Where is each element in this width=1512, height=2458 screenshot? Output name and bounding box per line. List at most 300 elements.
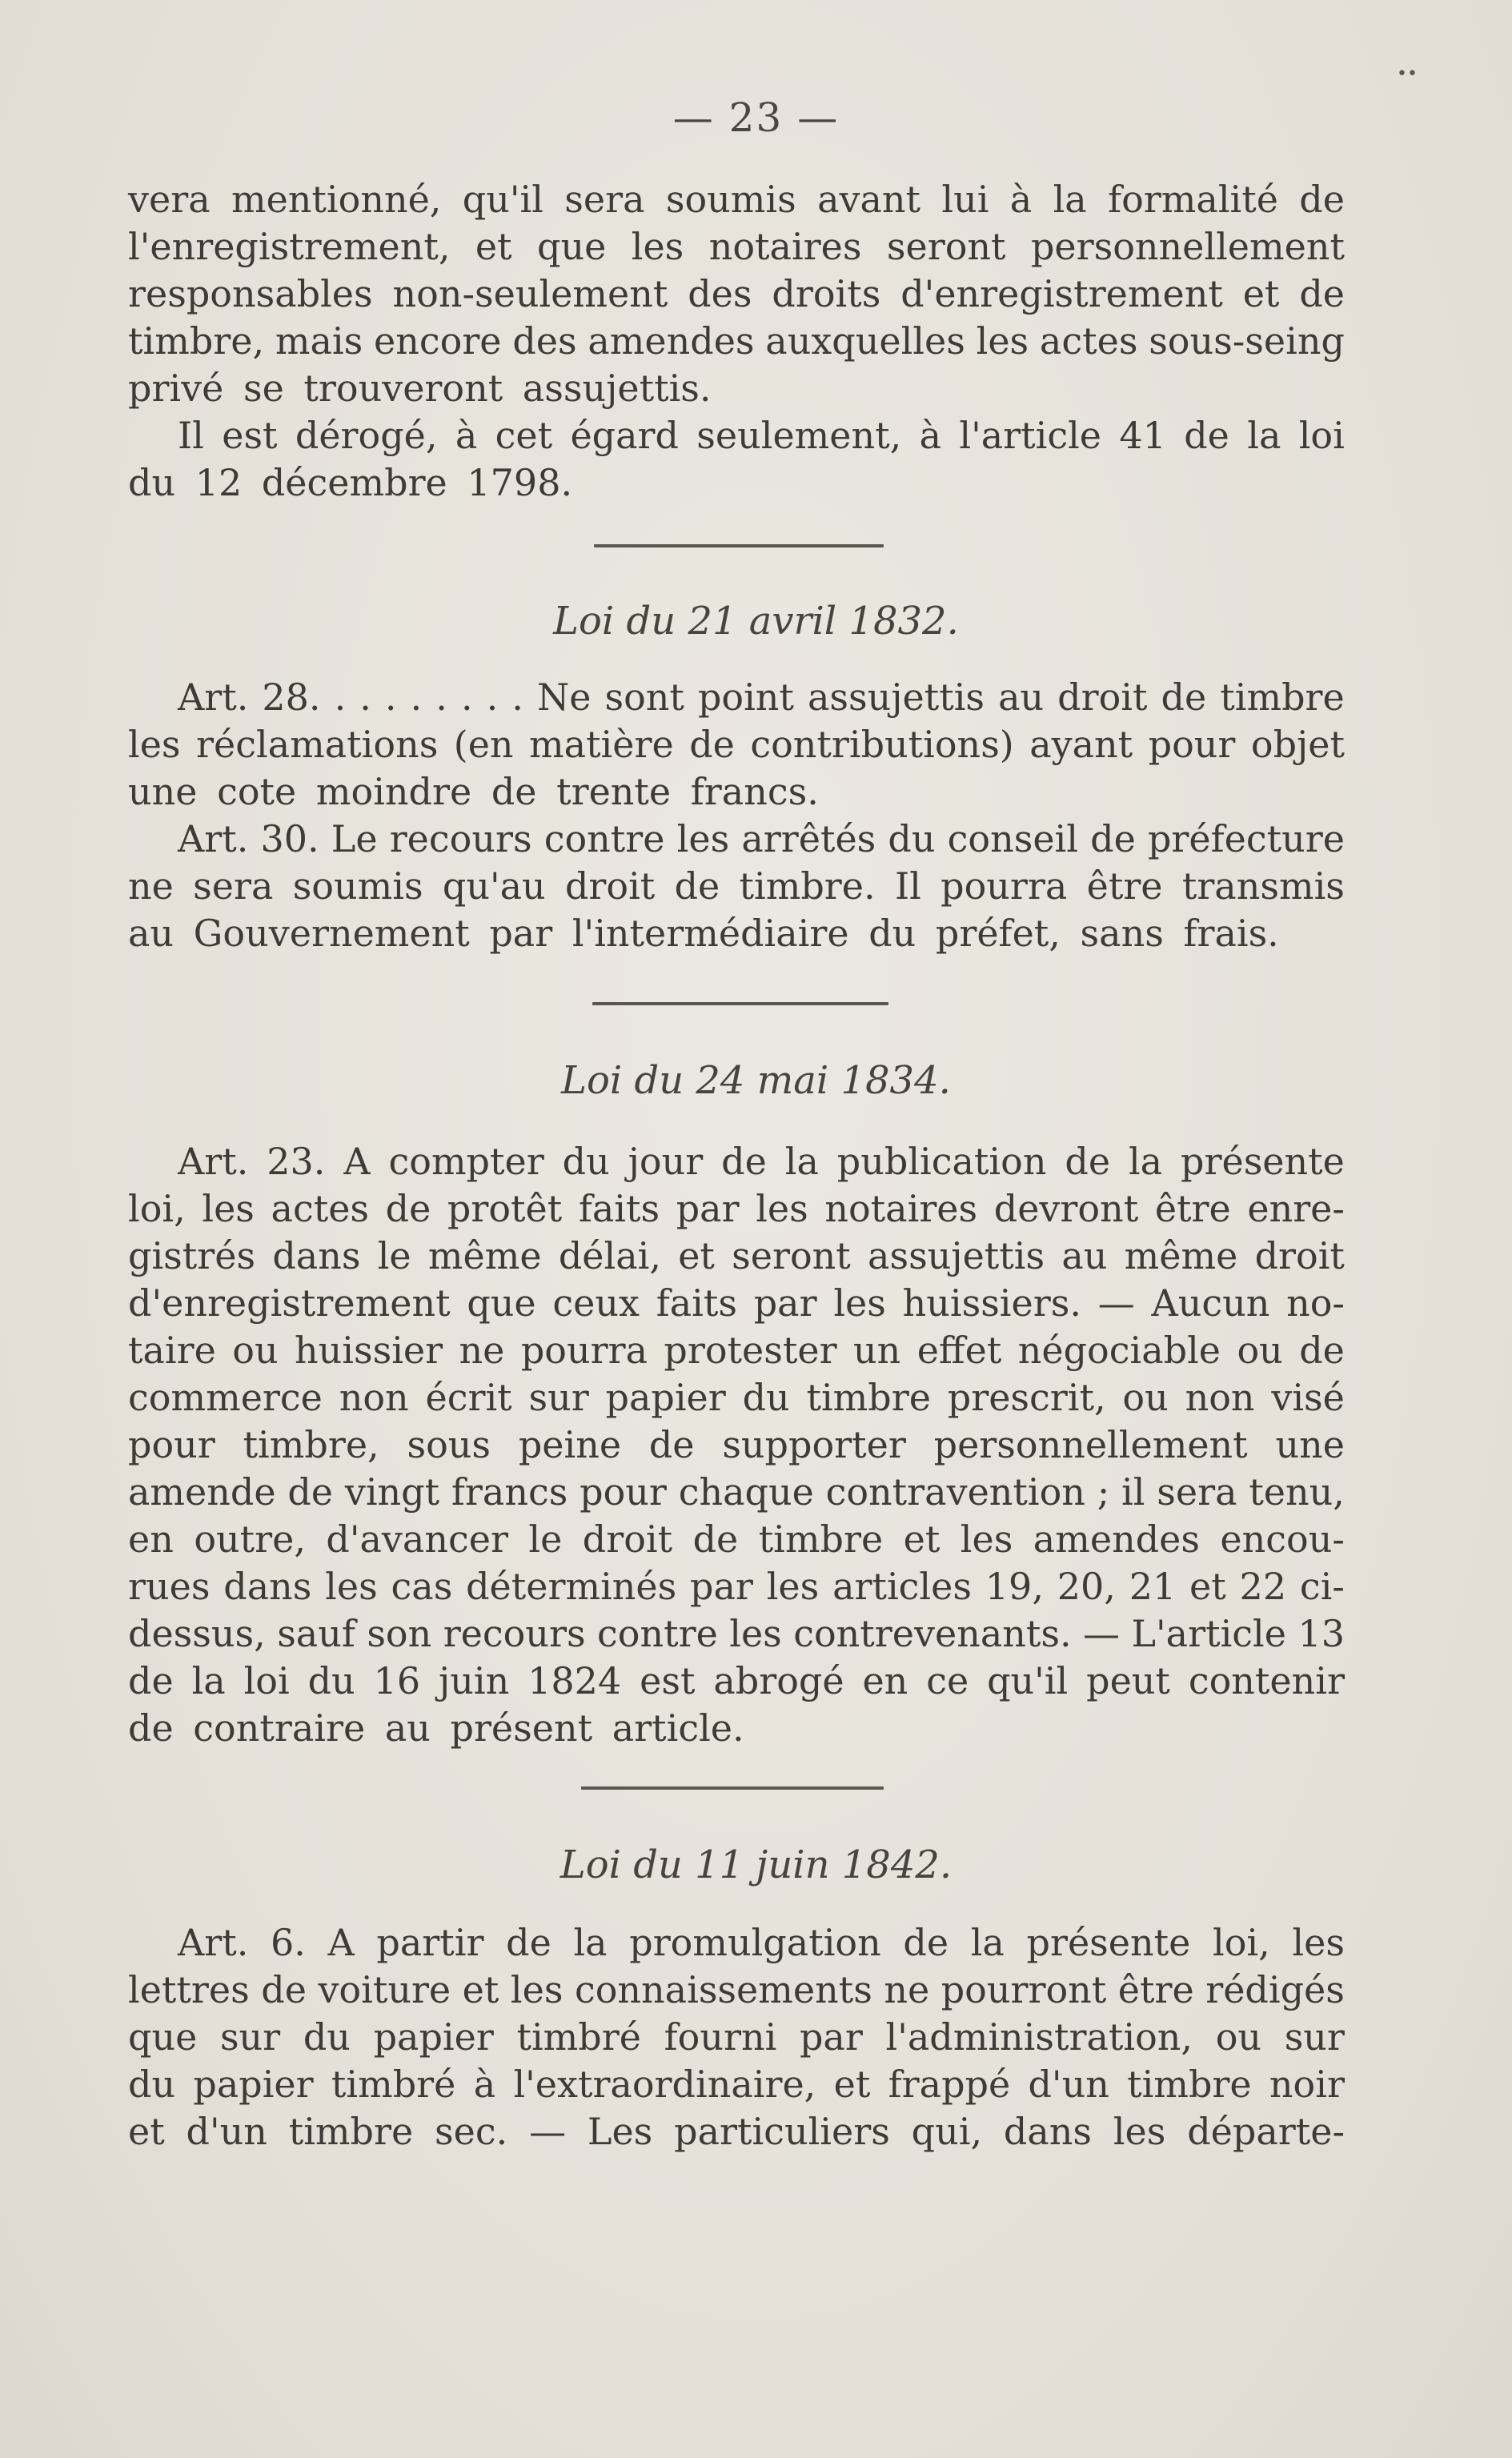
word: ou — [1237, 1329, 1283, 1372]
word: en — [862, 1659, 908, 1702]
word: formalité — [1108, 178, 1278, 221]
word: Art. — [178, 676, 249, 719]
word: à — [473, 2063, 496, 2106]
word: timbre — [1220, 676, 1345, 719]
word: et — [128, 2110, 165, 2153]
word: 21 — [1129, 1565, 1177, 1608]
word: loi — [243, 1659, 290, 1702]
word: fourni — [664, 2015, 777, 2059]
word: est — [222, 414, 278, 457]
word: contributions) — [750, 723, 1014, 766]
word: et — [678, 1234, 715, 1277]
word: au — [998, 676, 1045, 719]
word: sera — [1157, 1470, 1237, 1514]
word: dans — [272, 1234, 361, 1277]
word: être — [1154, 1187, 1231, 1230]
word: négociable — [1017, 1329, 1221, 1372]
word: par — [676, 1187, 740, 1230]
word: tenu, — [1249, 1470, 1345, 1514]
word: peut — [1086, 1659, 1170, 1702]
word: réclamations — [196, 723, 439, 766]
word: est — [640, 1659, 696, 1702]
word: les — [631, 225, 684, 268]
word: papier — [193, 2063, 314, 2106]
word: A — [343, 1140, 371, 1183]
text-line: du 12 décembre 1798. — [128, 461, 573, 504]
word: Aucun — [1151, 1281, 1270, 1325]
word: les — [833, 1281, 886, 1325]
text-line — [128, 721, 1345, 768]
word: Ne — [536, 676, 592, 719]
word: les — [756, 1187, 808, 1230]
text-line: privé se trouveront assujettis. — [128, 367, 712, 410]
word: ceux — [552, 1281, 640, 1325]
word: prescrit, — [947, 1376, 1106, 1419]
word: abrogé — [713, 1659, 844, 1702]
word: du — [128, 2063, 176, 2106]
word: présente — [1181, 1140, 1345, 1183]
word: partir — [376, 1921, 484, 1964]
word: le — [377, 1234, 411, 1277]
word: arrêtés — [741, 817, 876, 860]
word: et — [475, 225, 512, 268]
word: timbre — [288, 2110, 414, 2153]
word: la — [1128, 1140, 1163, 1183]
word: les — [1113, 2110, 1166, 2153]
word: frappé — [888, 2063, 1011, 2106]
word: huissier — [295, 1329, 443, 1372]
section-heading: Loi du 24 mai 1834. — [561, 1058, 951, 1103]
word: l'enregistrement, — [128, 225, 451, 268]
text-line — [128, 412, 1345, 459]
word: par — [690, 1565, 753, 1608]
word: . — [511, 676, 523, 719]
word: encore — [374, 319, 502, 363]
word: ou — [232, 1329, 279, 1372]
word: point — [697, 676, 794, 719]
text-line — [128, 2108, 1345, 2155]
word: l'administration, — [885, 2015, 1193, 2059]
word: sur — [528, 1376, 589, 1419]
word: protester — [664, 1329, 837, 1372]
word: papier — [605, 1376, 726, 1419]
word: contre — [543, 817, 665, 860]
word: dérogé, — [295, 414, 438, 457]
word: de — [506, 1921, 551, 1964]
word: l'article — [959, 414, 1102, 457]
word: responsables — [128, 272, 373, 315]
word: égard — [570, 414, 679, 457]
word: de — [903, 1921, 949, 1964]
word: Art. — [178, 817, 249, 860]
word: pour — [1148, 723, 1236, 766]
word: les — [128, 723, 181, 766]
word: au — [1061, 1234, 1108, 1277]
text-block-loi-1832 — [128, 674, 1345, 957]
text-line: une cote moindre de trente francs. — [128, 770, 819, 813]
word: et — [903, 1518, 940, 1561]
word: un — [853, 1329, 901, 1372]
word: contre — [597, 1612, 718, 1655]
word: personnellement — [1030, 225, 1345, 268]
word: timbré — [331, 2063, 456, 2106]
word: à — [919, 414, 942, 457]
word: la — [573, 1921, 608, 1964]
word: transmis — [1181, 864, 1345, 908]
text-line — [128, 223, 1345, 271]
word: assujettis — [868, 1234, 1045, 1277]
word: matière — [529, 723, 674, 766]
word: contravention — [825, 1470, 1085, 1514]
text-line — [128, 1563, 1345, 1610]
word: encou- — [1220, 1518, 1345, 1561]
text-line — [128, 1185, 1345, 1233]
word: papier — [373, 2015, 494, 2059]
text-line — [128, 816, 1345, 863]
word: de — [721, 1140, 767, 1183]
word: sec. — [435, 2110, 508, 2153]
word: . — [486, 676, 499, 719]
word: recours — [443, 1612, 586, 1655]
word: timbre — [806, 1376, 931, 1419]
word: des — [512, 319, 577, 363]
word: pourra — [520, 1329, 648, 1372]
word: gistrés — [128, 1234, 256, 1277]
word: sera — [193, 864, 274, 908]
word: 28. — [262, 676, 321, 719]
word: 6. — [270, 1921, 306, 1964]
word: 41 — [1119, 414, 1166, 457]
word: même — [1124, 1234, 1238, 1277]
word: des — [688, 272, 752, 315]
word: 23. — [267, 1140, 326, 1183]
word: la — [1053, 178, 1087, 221]
word: ne — [884, 1968, 930, 2011]
text-block-loi-1834 — [128, 1138, 1345, 1752]
word: dessus, — [128, 1612, 266, 1655]
word: d'un — [1028, 2063, 1109, 2106]
word: protêt — [447, 1187, 563, 1230]
word: Art. — [178, 1140, 249, 1183]
word: du — [888, 817, 936, 860]
word: devront — [993, 1187, 1139, 1230]
word: la — [970, 1921, 1005, 1964]
word: sera — [564, 178, 645, 221]
word: il — [1121, 1470, 1145, 1514]
word: seront — [732, 1234, 851, 1277]
word: que — [467, 1281, 536, 1325]
word: A — [327, 1921, 355, 1964]
section-divider — [594, 544, 884, 547]
word: 20, — [1057, 1565, 1116, 1608]
word: la — [1247, 414, 1281, 457]
word: d'avancer — [326, 1518, 508, 1561]
word: mais — [275, 319, 363, 363]
word: de — [261, 1968, 307, 2011]
word: Il — [178, 414, 204, 457]
word: pour — [128, 1423, 215, 1466]
word: rues — [128, 1565, 211, 1608]
word: avant — [817, 178, 921, 221]
text-block-continuation — [128, 176, 1345, 507]
text-line — [128, 1233, 1345, 1280]
word: même — [427, 1234, 542, 1277]
word: les — [202, 1187, 255, 1230]
word: juin — [439, 1659, 510, 1702]
word: de — [674, 864, 720, 908]
text-line — [128, 318, 1345, 365]
word: droit — [1057, 676, 1148, 719]
word: conseil — [947, 817, 1078, 860]
word: les — [676, 817, 730, 860]
word: peine — [518, 1423, 622, 1466]
word: compter — [388, 1140, 544, 1183]
word: par — [753, 1281, 817, 1325]
word: ou — [1215, 2015, 1262, 2059]
word: recours — [389, 817, 532, 860]
word: de — [1184, 414, 1229, 457]
word: sur — [219, 2015, 281, 2059]
word: qu'au — [442, 864, 546, 908]
word: cet — [495, 414, 553, 457]
word: le — [528, 1518, 563, 1561]
word: amendes — [1033, 1518, 1200, 1561]
word: les — [766, 1565, 820, 1608]
word: être — [1117, 1968, 1194, 2011]
word: préfecture — [1147, 817, 1345, 860]
word: ci- — [1299, 1565, 1345, 1608]
word: objet — [1250, 723, 1345, 766]
word: la — [191, 1659, 226, 1702]
word: sont — [604, 676, 684, 719]
word: taire — [128, 1329, 216, 1372]
word: 13 — [1297, 1612, 1345, 1655]
word: présente — [1026, 1921, 1191, 1964]
word: de — [1065, 1140, 1111, 1183]
word: . — [410, 676, 423, 719]
word: ce — [926, 1659, 969, 1702]
word: que — [537, 225, 607, 268]
word: et — [833, 2063, 871, 2106]
word: loi — [1298, 414, 1345, 457]
word: de — [692, 1518, 739, 1561]
word: lettres — [128, 1968, 250, 2011]
word: 22 — [1239, 1565, 1287, 1608]
word: départe- — [1187, 2110, 1345, 2153]
word: écrit — [425, 1376, 512, 1419]
word: de — [648, 1423, 695, 1466]
text-line — [128, 1469, 1345, 1516]
word: timbre. — [739, 864, 876, 908]
word: l'extraordinaire, — [513, 2063, 816, 2106]
word: de — [1299, 272, 1345, 315]
word: timbre, — [243, 1423, 379, 1466]
word: notaires — [708, 225, 862, 268]
word: les — [729, 1612, 782, 1655]
word: du — [562, 1140, 610, 1183]
text-line: au Gouvernement par l'intermédiaire du préfet, sans frais. — [128, 912, 1279, 955]
text-line — [128, 1610, 1345, 1658]
word: ou — [1122, 1376, 1169, 1419]
word: dans — [1003, 2110, 1092, 2153]
text-line — [128, 176, 1345, 223]
word: son — [367, 1612, 432, 1655]
word: 19, — [985, 1565, 1044, 1608]
word: outre, — [194, 1518, 306, 1561]
text-line — [128, 1138, 1345, 1185]
word: visé — [1271, 1376, 1345, 1419]
text-line — [128, 1919, 1345, 1967]
word: sur — [1284, 2015, 1345, 2059]
text-line — [128, 1421, 1345, 1469]
word: sauf — [277, 1612, 355, 1655]
word: ayant — [1029, 723, 1133, 766]
word: faits — [578, 1187, 660, 1230]
word: (en — [453, 723, 514, 766]
word: no- — [1286, 1281, 1345, 1325]
word: . — [435, 676, 447, 719]
word: Art. — [178, 1921, 249, 1964]
word: assujettis — [807, 676, 985, 719]
word: non — [1185, 1376, 1255, 1419]
word: ne — [459, 1329, 505, 1372]
word: — — [1097, 1281, 1135, 1325]
word: de — [287, 1470, 334, 1514]
text-line — [128, 1374, 1345, 1421]
word: ne — [128, 864, 174, 908]
word: les — [960, 1518, 1013, 1561]
word: jour — [628, 1140, 704, 1183]
word: qui, — [911, 2110, 983, 2153]
section-heading: Loi du 11 juin 1842. — [559, 1842, 953, 1887]
word: . — [359, 676, 371, 719]
word: 30. — [260, 817, 319, 860]
word: la — [784, 1140, 819, 1183]
word: Les — [587, 2110, 653, 2153]
word: à — [455, 414, 478, 457]
text-line: de contraire au présent article. — [128, 1706, 744, 1750]
word: de — [1090, 817, 1136, 860]
word: dans — [223, 1565, 312, 1608]
word: supporter — [722, 1423, 906, 1466]
word: enre- — [1247, 1187, 1345, 1230]
corner-mark: •• — [1397, 64, 1418, 84]
word: lui — [941, 178, 989, 221]
word: seulement, — [696, 414, 902, 457]
word: du — [307, 1659, 355, 1702]
word: voiture — [318, 1968, 451, 2011]
word: être — [1086, 864, 1163, 908]
word: non-seulement — [392, 272, 668, 315]
word: qu'il — [462, 178, 543, 221]
word: d'enregistrement — [128, 1281, 451, 1325]
word: timbre, — [128, 319, 265, 363]
word: Le — [331, 817, 378, 860]
word: qu'il — [987, 1659, 1069, 1702]
word: loi, — [1213, 1921, 1270, 1964]
word: auxquelles — [765, 319, 965, 363]
word: les — [976, 319, 1029, 363]
word: rédigés — [1205, 1968, 1345, 2011]
word: publication — [836, 1140, 1047, 1183]
word: les — [510, 1968, 563, 2011]
word: timbré — [516, 2015, 641, 2059]
word: droit — [1254, 1234, 1345, 1277]
word: . — [460, 676, 473, 719]
word: L'article — [1131, 1612, 1286, 1655]
text-line — [128, 2014, 1345, 2061]
text-line — [128, 1280, 1345, 1327]
word: d'un — [186, 2110, 267, 2153]
word: pour — [580, 1470, 667, 1514]
word: de — [689, 723, 735, 766]
word: de — [385, 1187, 431, 1230]
text-line — [128, 1967, 1345, 2014]
word: connaissements — [574, 1968, 872, 2011]
word: une — [1275, 1423, 1345, 1466]
text-line — [128, 1327, 1345, 1374]
word: . — [334, 676, 347, 719]
word: pourra — [940, 864, 1068, 908]
section-heading: Loi du 21 avril 1832. — [553, 599, 959, 644]
word: de — [1299, 1329, 1345, 1372]
word: faits — [656, 1281, 737, 1325]
word: vera — [128, 178, 211, 221]
word: soumis — [292, 864, 423, 908]
word: huissiers. — [902, 1281, 1081, 1325]
word: personnellement — [933, 1423, 1248, 1466]
word: par — [799, 2015, 863, 2059]
text-line — [128, 271, 1345, 318]
word: articles — [832, 1565, 972, 1608]
word: non — [339, 1376, 409, 1419]
text-block-loi-1842 — [128, 1919, 1345, 2155]
word: amende — [128, 1470, 276, 1514]
word: notaires — [824, 1187, 978, 1230]
word: du — [303, 2015, 351, 2059]
word: droit — [564, 864, 656, 908]
word: . — [384, 676, 397, 719]
word: vingt — [344, 1470, 440, 1514]
text-line — [128, 1658, 1345, 1705]
word: — — [529, 2110, 567, 2153]
word: de — [1299, 178, 1345, 221]
word: en — [128, 1518, 174, 1561]
text-line — [128, 674, 1345, 721]
word: 16 — [373, 1659, 421, 1702]
word: que — [128, 2015, 198, 2059]
word: et — [462, 1968, 499, 2011]
word: cas — [391, 1565, 453, 1608]
word: amendes — [588, 319, 755, 363]
word: les — [325, 1565, 378, 1608]
word: de — [128, 1659, 174, 1702]
word: sous-seing — [1149, 319, 1345, 363]
word: ; — [1097, 1470, 1110, 1514]
word: pourront — [940, 1968, 1107, 2011]
word: noir — [1269, 2063, 1345, 2106]
section-divider — [581, 1786, 884, 1790]
word: particuliers — [674, 2110, 890, 2153]
section-divider — [592, 1002, 888, 1005]
word: mentionné, — [231, 178, 442, 221]
word: effet — [916, 1329, 1002, 1372]
word: et — [1189, 1565, 1226, 1608]
word: 1824 — [527, 1659, 622, 1702]
word: du — [742, 1376, 790, 1419]
word: francs — [451, 1470, 568, 1514]
word: déterminés — [466, 1565, 677, 1608]
